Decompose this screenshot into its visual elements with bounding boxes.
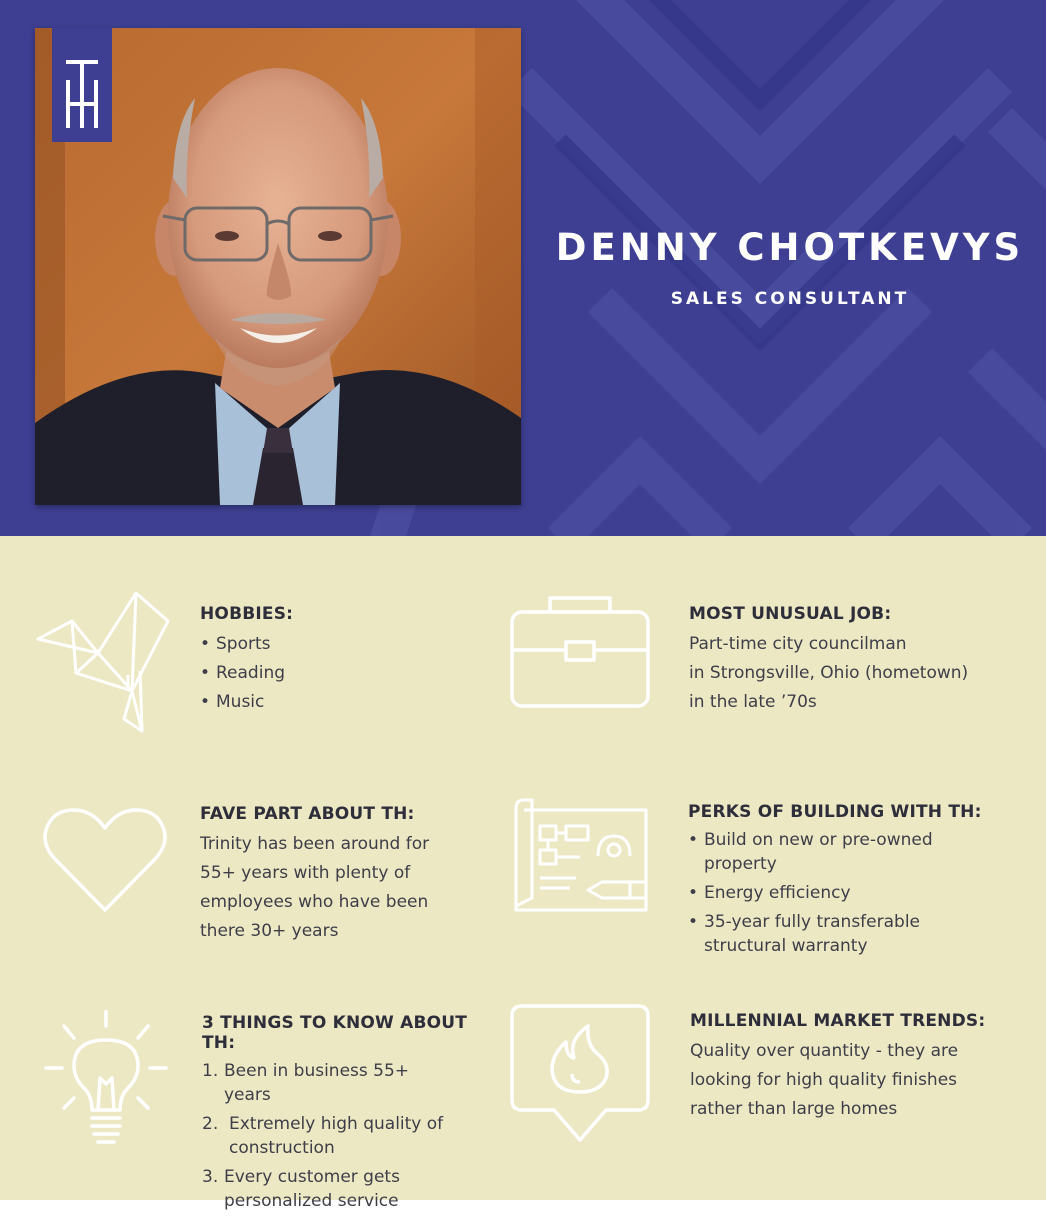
origami-bird-icon bbox=[36, 591, 176, 733]
blueprint-icon bbox=[510, 798, 654, 914]
unusual-job-line: Part-time city councilman bbox=[689, 634, 907, 654]
heart-icon bbox=[42, 806, 168, 914]
list-item: • Reading bbox=[200, 659, 480, 688]
list-item: • Music bbox=[200, 688, 480, 717]
list-item: • 35-year fully transferable structural warranty bbox=[688, 910, 954, 958]
fave-part-section bbox=[200, 804, 490, 946]
list-text: Every customer gets personalized service bbox=[224, 1167, 400, 1211]
list-item bbox=[202, 1059, 444, 1107]
three-things-section bbox=[202, 1013, 502, 1218]
list-number: 2. bbox=[202, 1114, 219, 1134]
three-things-list bbox=[202, 1059, 502, 1213]
flame-speech-icon bbox=[510, 1004, 650, 1144]
lightbulb-icon bbox=[44, 1010, 168, 1146]
profile-name: DENNY CHOTKEVYS bbox=[555, 226, 1025, 269]
hobbies-section bbox=[200, 604, 480, 717]
profile-title: SALES CONSULTANT bbox=[670, 289, 910, 309]
fave-part-line: 55+ years with plenty of bbox=[200, 863, 411, 883]
list-item: • Sports bbox=[200, 630, 480, 659]
list-text: Extremely high quality of construction bbox=[229, 1114, 444, 1158]
fave-part-line: employees who have been bbox=[200, 892, 429, 912]
hobbies-heading: HOBBIES: bbox=[200, 604, 294, 624]
info-panel bbox=[0, 536, 1046, 1211]
millennial-line: rather than large homes bbox=[690, 1099, 898, 1119]
millennial-line: looking for high quality finishes bbox=[690, 1070, 958, 1090]
hobbies-list bbox=[200, 630, 480, 717]
millennial-section bbox=[690, 1011, 1030, 1124]
header-banner bbox=[0, 0, 1046, 536]
brand-logo bbox=[52, 28, 112, 142]
list-item: • Build on new or pre-owned property bbox=[688, 828, 974, 876]
list-item: • Energy efficiency bbox=[688, 881, 1018, 905]
fave-part-line: Trinity has been around for bbox=[200, 834, 430, 854]
unusual-job-line: in the late ’70s bbox=[689, 692, 817, 712]
list-number: 3. bbox=[202, 1167, 219, 1187]
fave-part-heading: FAVE PART ABOUT TH: bbox=[200, 804, 415, 824]
perks-list bbox=[688, 828, 1018, 958]
millennial-line: Quality over quantity - they are bbox=[690, 1041, 959, 1061]
list-item bbox=[202, 1165, 424, 1213]
unusual-job-heading: MOST UNUSUAL JOB: bbox=[689, 604, 892, 624]
unusual-job-section bbox=[689, 604, 1029, 717]
unusual-job-line: in Strongsville, Ohio (hometown) bbox=[689, 663, 969, 683]
perks-heading: PERKS OF BUILDING WITH TH: bbox=[688, 802, 982, 822]
list-text: Been in business 55+ years bbox=[224, 1061, 410, 1105]
millennial-heading: MILLENNIAL MARKET TRENDS: bbox=[690, 1011, 986, 1031]
list-item bbox=[202, 1112, 449, 1160]
list-number: 1. bbox=[202, 1061, 219, 1081]
three-things-heading: 3 THINGS TO KNOW ABOUT TH: bbox=[202, 1013, 468, 1053]
perks-section bbox=[688, 802, 1018, 963]
briefcase-icon bbox=[508, 594, 652, 710]
fave-part-line: there 30+ years bbox=[200, 921, 339, 941]
